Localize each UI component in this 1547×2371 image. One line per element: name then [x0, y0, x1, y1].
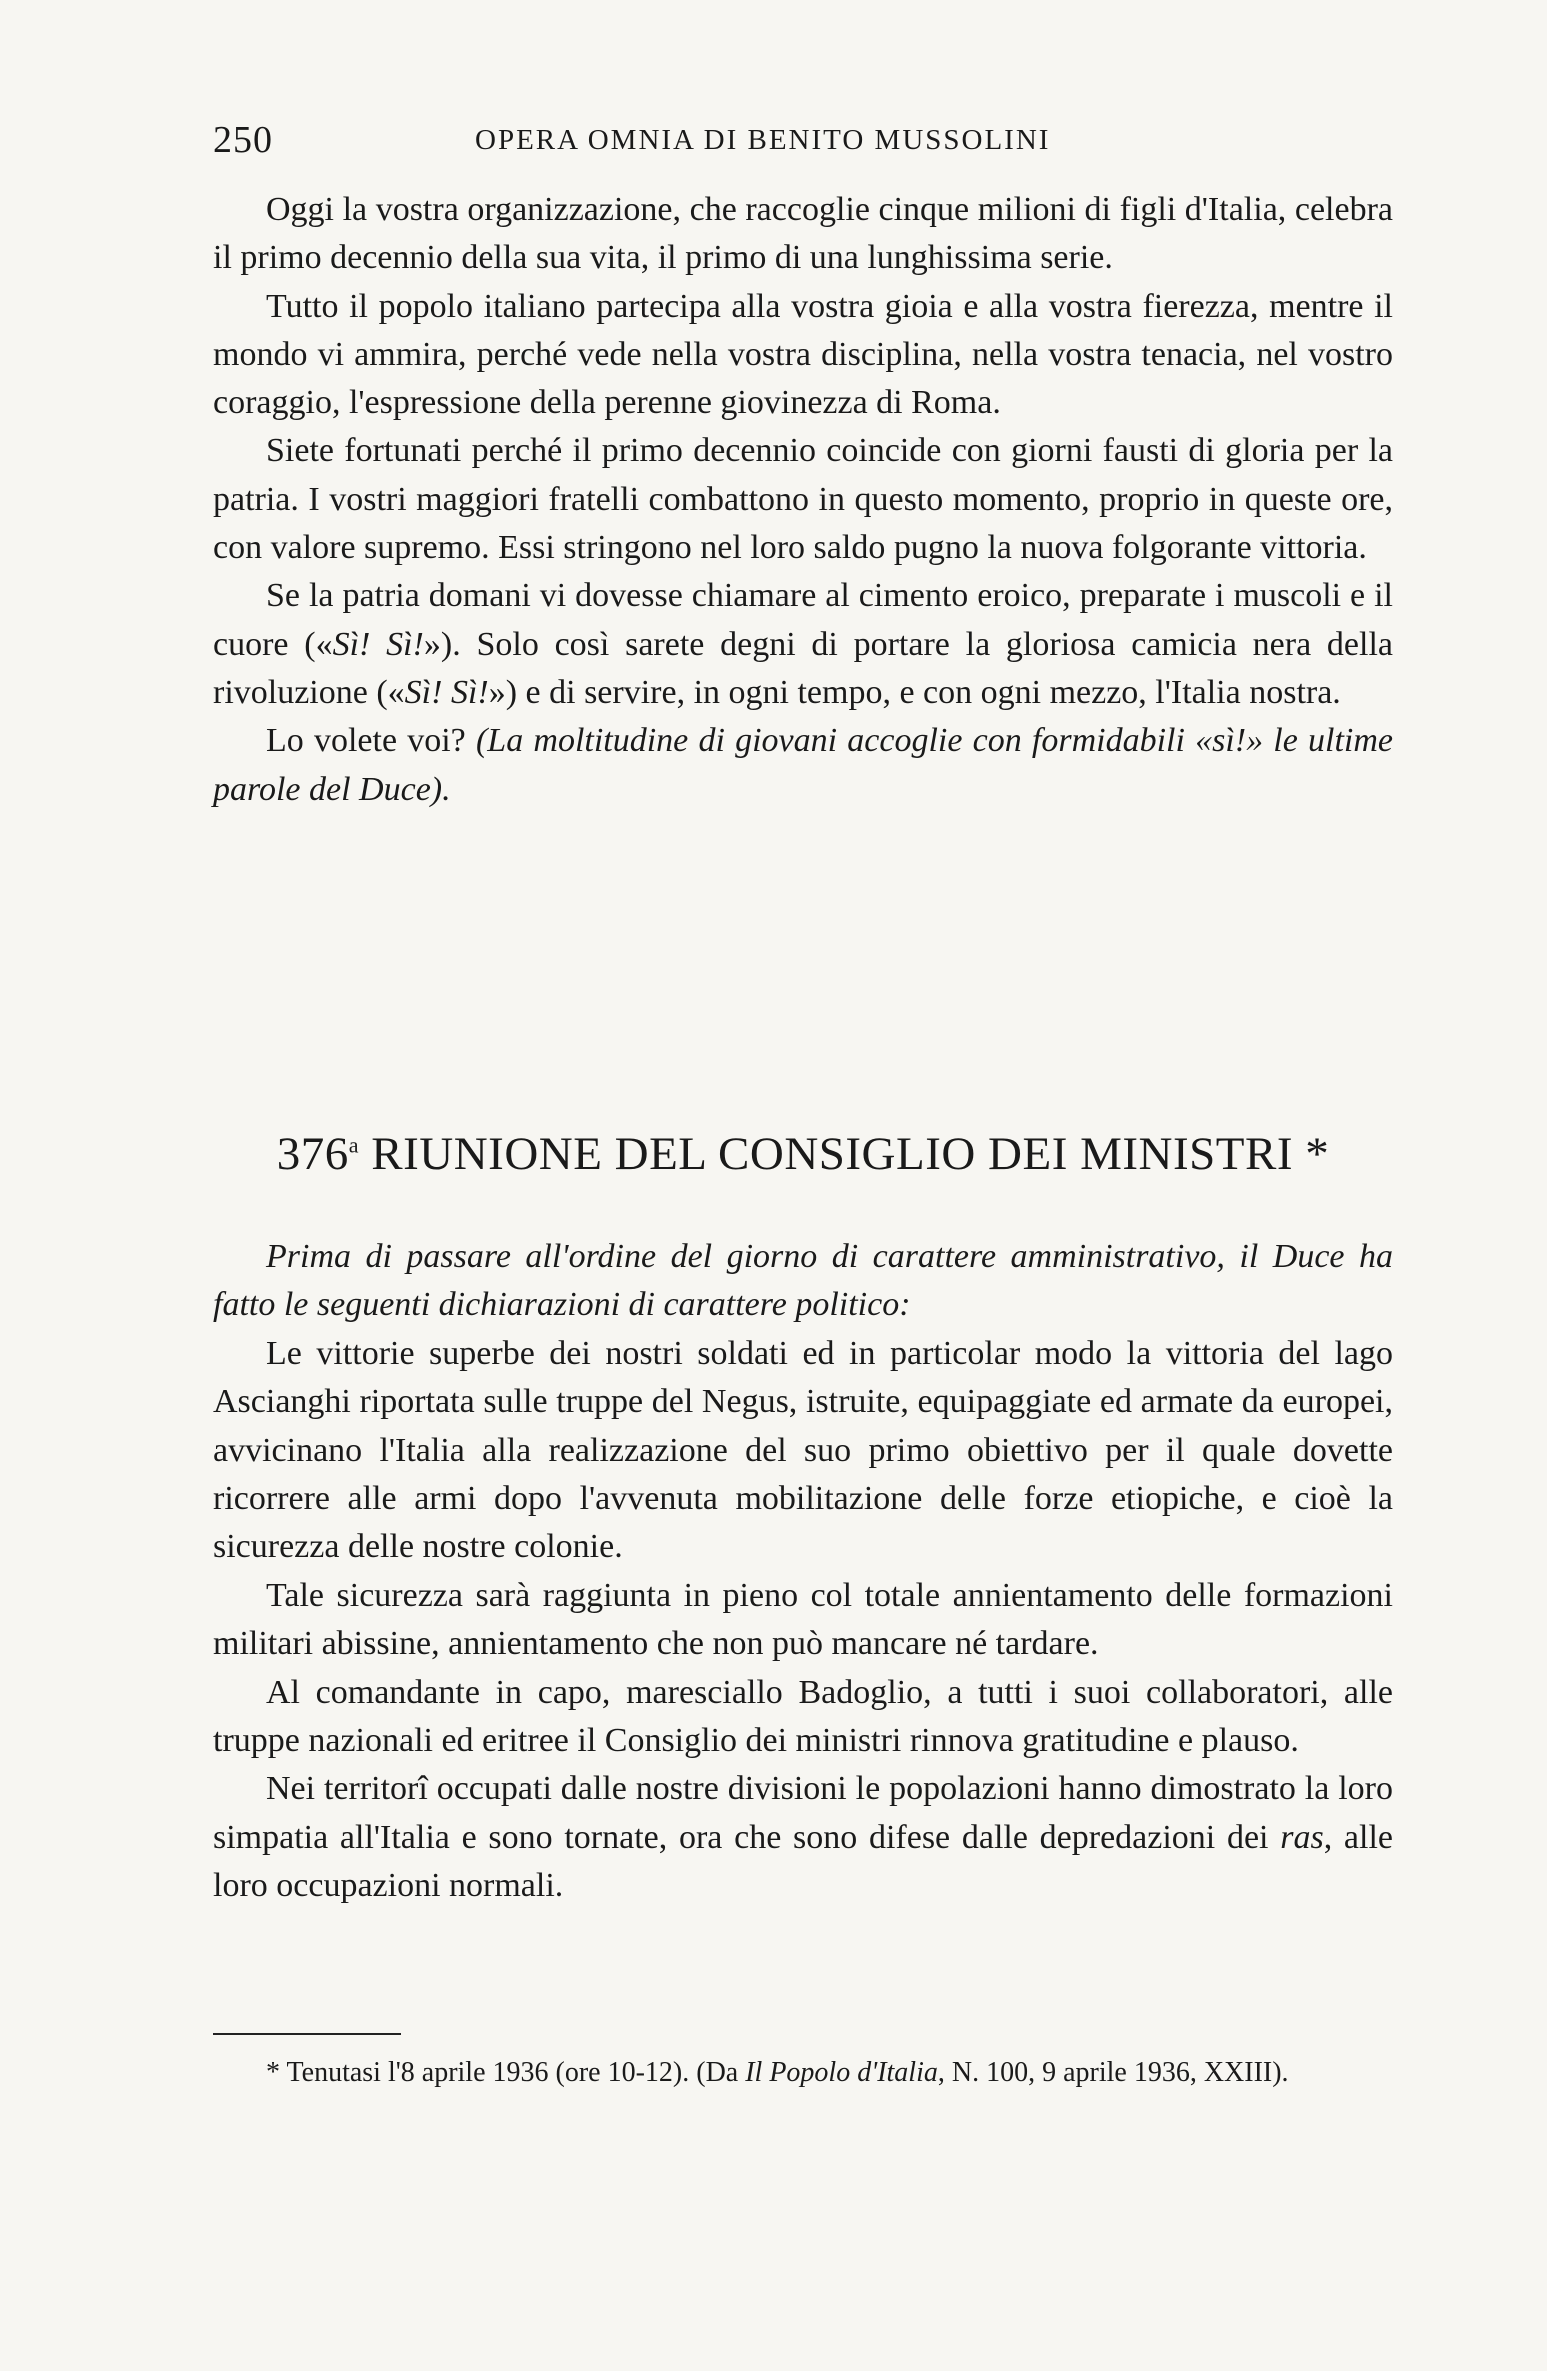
footnote-source: Il Popolo d'Italia [745, 2057, 938, 2088]
section-p4-ras: ras [1280, 1818, 1324, 1856]
speech-paragraph-3: Siete fortunati perché il primo decennio coincide con giorni fausti di gloria per la patria. I vostri maggiori fratelli combattono in questo momento, proprio in queste ore, con valore supremo. Essi stringono nel loro saldo pugno la nuova folgorante vittoria. [213, 432, 1393, 567]
speech-paragraph-2: Tutto il popolo italiano partecipa alla vostra gioia e alla vostra fierezza, mentre il mondo vi ammira, perché vede nella vostra disciplina, nella vostra tenacia, nel vostro coraggio, l'espressione della perenne giovinezza di Roma. [213, 287, 1393, 422]
section-p4-part-b: , alle loro occupazioni normali. [213, 1818, 1393, 1905]
section-intro: Prima di passare all'ordine del giorno di carattere amministrativo, il Duce ha fatto le seguenti dichiarazioni di carattere politico: [213, 1238, 1393, 1324]
section-number-suffix: a [348, 1132, 360, 1158]
speech-paragraph-1: Oggi la vostra organizzazione, che raccoglie cinque milioni di figli d'Italia, celebra il primo decennio della sua vita, il primo di una lunghissima serie. [213, 191, 1393, 277]
speech-p4-cheer-2: Sì! Sì! [404, 673, 489, 711]
section-p4-part-a: Nei territorî occupati dalle nostre divisioni le popolazioni hanno dimostrato la loro simpatia all'Italia e sono tornate, ora che sono difese dalle depredazioni dei [213, 1770, 1393, 1856]
speech-p4-part-b: »). Solo così sarete degni di portare la gloriosa camicia nera della rivoluzione (« [213, 625, 1393, 711]
section-number: 376 [276, 1128, 349, 1180]
section-body [213, 1233, 1393, 1911]
section-paragraph-3: Al comandante in capo, maresciallo Badoglio, a tutti i suoi collaboratori, alle truppe nazionali ed eritree il Consiglio dei ministri rinnova gratitudine e plauso. [213, 1673, 1393, 1760]
footnote [213, 2053, 1393, 2093]
speech-p5-question: Lo volete voi? [266, 722, 466, 760]
speech-p4-part-a: Se la patria domani vi dovesse chiamare al cimento eroico, preparate i muscoli e il cuore (« [213, 577, 1393, 663]
page-number: 250 [213, 119, 273, 161]
speech-p4-cheer-1: Sì! Sì! [332, 625, 424, 663]
speech-text [213, 186, 1393, 814]
section-paragraph-1: Le vittorie superbe dei nostri soldati ed in particolar modo la vittoria del lago Ascianghi riportata sulle truppe del Negus, istruite, equipaggiate ed armate da europei, avvicinano l'Italia alla realizzazione del suo primo obiettivo per il quale dovette ricorrere alle armi dopo l'avvenuta mobilitazione delle forze etiopiche, e cioè la sicurezza delle nostre colonie. [213, 1334, 1393, 1566]
speech-p4-part-c: ») e di servire, in ogni tempo, e con ogni mezzo, l'Italia nostra. [488, 673, 1341, 711]
running-head [213, 118, 1393, 168]
speech-paragraph-4 [213, 572, 1393, 717]
section-paragraph-4 [213, 1765, 1393, 1910]
footnote-text [213, 2053, 1393, 2093]
speech-p5-stage-direction-end: » le ultime parole del Duce). [213, 722, 1394, 808]
section-heading [213, 1127, 1393, 1181]
speech-paragraph-5 [213, 717, 1393, 814]
footnote-part-b: , N. 100, 9 aprile 1936, XXIII). [937, 2057, 1289, 2088]
book-page [213, 0, 1393, 2371]
footnote-rule [213, 2033, 401, 2035]
section-paragraph-2: Tale sicurezza sarà raggiunta in pieno col totale annientamento delle formazioni militari abissine, annientamento che non può mancare né tardare. [213, 1576, 1393, 1663]
speech-p5-stage-direction: (La moltitudine di giovani accoglie con formidabili « [475, 722, 1213, 760]
footnote-part-a: * Tenutasi l'8 aprile 1936 (ore 10-12). (Da [266, 2057, 739, 2088]
section-title: RIUNIONE DEL CONSIGLIO DEI MINISTRI * [371, 1128, 1330, 1180]
running-title: OPERA OMNIA DI BENITO MUSSOLINI [475, 124, 1051, 156]
speech-p5-cheer: sì! [1212, 722, 1247, 760]
